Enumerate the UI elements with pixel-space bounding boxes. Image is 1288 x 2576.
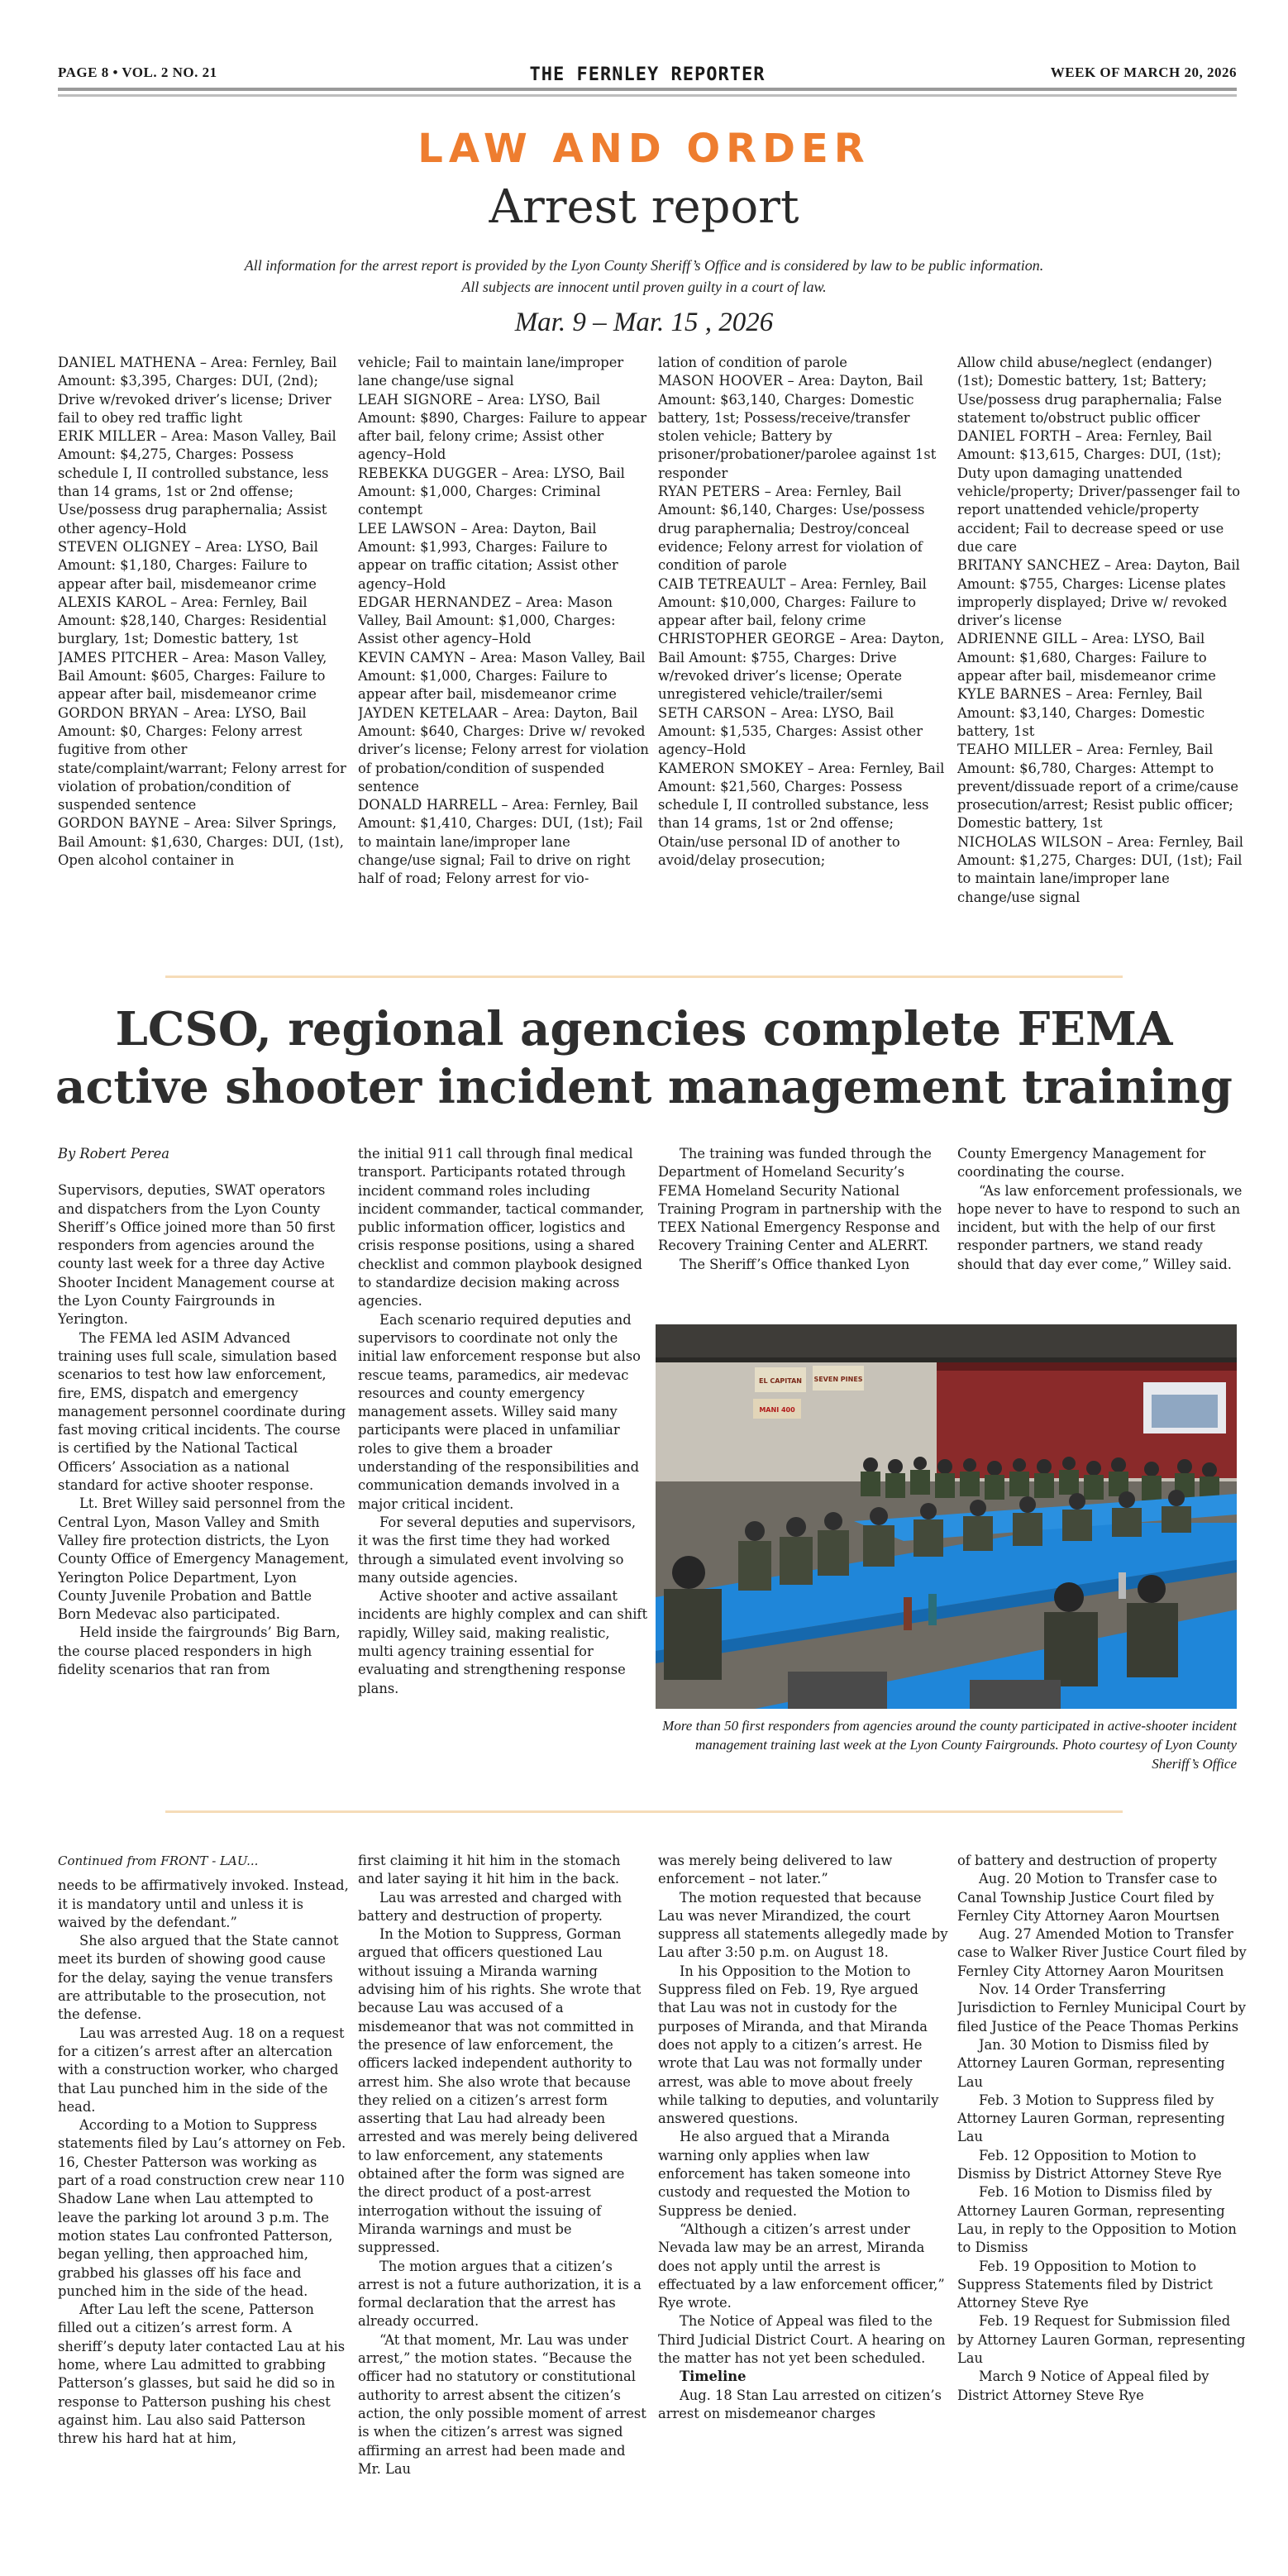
arrest-details: – Area: Fernley, Bail Amount: $1,275, Charges: DUI, (1st); Fail to maintain lane/improper lane change/use signal — [957, 833, 1243, 905]
byline: By Robert Perea — [58, 1146, 169, 1162]
timeline-entry: Nov. 14 Order Transferring Jurisdiction to Fernley Municipal Court by filed Justice of the Peace Thomas Perkins — [957, 1982, 1246, 2035]
arrest-entry — [58, 704, 349, 815]
sign-el-capitan: EL CAPITAN — [759, 1377, 802, 1385]
photo-caption: More than 50 first responders from agencies around the county participated in active-shooter incident management training last week at the Lyon County Fairgrounds. Photo courtesy of Lyon County Sheriff’s Office — [662, 1718, 1237, 1772]
story-paragraph: For several deputies and supervisors, it was the first time they had worked through a simulated event involving so many outside agencies. — [358, 1514, 637, 1586]
arrest-entry — [358, 465, 649, 520]
continued-column-4 — [957, 1852, 1248, 2563]
continued-column-1 — [58, 1852, 349, 2563]
arrest-entry — [58, 649, 349, 704]
story-column-4 — [957, 1145, 1248, 1319]
arrest-entry — [957, 354, 1248, 427]
arrest-details: – Area: Dayton, Bail Amount: $755, Charges: Drive w/revoked driver’s license; Operate unregistered vehicle/trailer/semi — [658, 631, 945, 703]
arrestee-name: JAYDEN KETELAAR — [358, 704, 499, 721]
arrest-details: – Area: Dayton, Bail Amount: $640, Charges: Drive w/ revoked driver’s license; Felony arrest for violation of probation/condition of suspended sentence — [358, 704, 649, 794]
arrest-column-4 — [957, 354, 1248, 941]
arrest-entry — [658, 575, 949, 631]
arrestee-name: RYAN PETERS — [658, 484, 761, 500]
timeline-entry: of battery and destruction of property — [957, 1853, 1217, 1868]
timeline-entry: Aug. 18 Stan Lau arrested on citizen’s arrest on misdemeanor charges — [658, 2387, 942, 2421]
story-paragraph: Held inside the fairgrounds’ Big Barn, the course placed responders in high fidelity scenarios that ran from — [58, 1624, 341, 1678]
story-paragraph: “As law enforcement professionals, we hope never to have to respond to such an incident, but with the help of our first responder partners, we stand ready should that day ever come,” Willey said. — [957, 1182, 1243, 1272]
arrestee-name: BRITANY SANCHEZ — [957, 557, 1100, 574]
section-divider — [165, 1810, 1123, 1813]
arrestee-name: KEVIN CAMYN — [358, 649, 465, 665]
arrest-entry — [58, 427, 349, 538]
arrestee-name: MASON HOOVER — [658, 373, 784, 389]
arrest-entry — [658, 630, 949, 704]
timeline-heading: Timeline — [680, 2368, 747, 2385]
masthead-title: THE FERNLEY REPORTER — [529, 64, 766, 85]
arrest-details: Allow child abuse/neglect (endanger) (1st); Domestic battery, 1st; Battery; Use/possess drug paraphernalia; False statement to/obstruct public officer — [957, 355, 1222, 426]
story-paragraph: Each scenario required deputies and supervisors to coordinate not only the initial law enforcement response but also rescue teams, paramedics, air medevac resources and county emergency management assets. Willey said many participants were placed in unfamiliar roles to give them a broader understanding of the responsibilities and communication demands involved in a major critical incident. — [358, 1311, 641, 1512]
sign-mani-400: MANI 400 — [759, 1406, 795, 1414]
arrest-entry — [658, 372, 949, 483]
arrest-entry — [957, 630, 1248, 685]
disclaimer-line-2: All subjects are innocent until proven guilty in a court of law. — [461, 279, 827, 295]
arrest-date-range: Mar. 9 – Mar. 15 , 2026 — [514, 308, 774, 337]
arrestee-name: ALEXIS KAROL — [58, 594, 166, 610]
arrest-details: – Area: Mason Valley, Bail Amount: $4,275, Charges: Possess schedule I, II controlled substance, less than 14 grams, 1st or 2nd offense; Use/possess drug paraphernalia; Assist other agency–Hold — [58, 428, 336, 537]
story-paragraph: Supervisors, deputies, SWAT operators and dispatchers from the Lyon County Sheriff’s Office joined more than 50 first responders from agencies around the county last week for a three day Active Shooter Incident Management course at the Lyon County Fairgrounds in Yerington. — [58, 1182, 336, 1328]
arrestee-name: CAIB TETREAULT — [658, 575, 786, 592]
arrest-entry — [58, 814, 349, 870]
arrest-entry — [957, 741, 1248, 832]
arrest-details: – Area: Dayton, Bail Amount: $755, Charges: License plates improperly displayed; Drive w/ revoked driver’s license — [957, 557, 1240, 629]
arrest-details: – Area: Fernley, Bail Amount: $3,140, Charges: Domestic battery, 1st — [957, 686, 1205, 739]
arrestee-name: CHRISTOPHER GEORGE — [658, 631, 836, 647]
arrest-details: – Area: LYSO, Bail Amount: $1,535, Charges: Assist other agency–Hold — [658, 704, 923, 758]
timeline-entry: Aug. 20 Motion to Transfer case to Canal Township Justice Court filed by Fernley City Attorney Aaron Mourtsen — [957, 1871, 1220, 1924]
story-paragraph: In the Motion to Suppress, Gorman argued that officers questioned Lau without issuing a Miranda warning advising him of his rights. She wrote that because Lau was accused of a misdemeanor that was not committed in the presence of law enforcement, the officers lacked independent authority to arrest him. She also wrote that because they relied on a citizen’s arrest form asserting that Lau had already been arrested and was merely being delivered to law enforcement, any statements obtained after the form was signed are the direct product of a post-arrest interrogation without the issuing of Miranda warnings and must be suppressed. — [358, 1926, 642, 2256]
story-paragraph: The Sheriff’s Office thanked Lyon — [680, 1256, 910, 1272]
story-paragraph: The Notice of Appeal was filed to the Third Judicial District Court. A hearing on the matter has not yet been scheduled. — [658, 2313, 946, 2367]
arrest-details: – Area: Fernley, Bail Amount: $6,140, Charges: Use/possess drug paraphernalia; Destroy/conceal evidence; Felony arrest for violation of condition of parole — [658, 484, 925, 574]
arrest-details: – Area: Fernley, Bail Amount: $13,615, Charges: DUI, (1st); Duty upon damaging unattended vehicle/property; Driver/passenger fail to report unattended vehicle/property accident; Fail to decrease speed or use due care — [957, 428, 1241, 555]
arrest-entry — [957, 556, 1248, 630]
arrest-details: – Area: LYSO, Bail Amount: $0, Charges: Felony arrest fugitive from other state/complaint/warrant; Felony arrest for violation of probation/condition of suspended sentence — [58, 704, 346, 813]
arrest-entry — [957, 833, 1248, 907]
arrest-column-3 — [658, 354, 949, 941]
arrestee-name: GORDON BAYNE — [58, 815, 179, 832]
arrestee-name: GORDON BRYAN — [58, 704, 179, 721]
arrestee-name: STEVEN OLIGNEY — [58, 538, 191, 555]
issue-date: WEEK OF MARCH 20, 2026 — [1050, 64, 1237, 80]
arrest-entry — [957, 685, 1248, 741]
arrestee-name: JAMES PITCHER — [58, 649, 178, 665]
arrest-entry — [358, 704, 649, 796]
header-rule-thin — [58, 94, 1237, 97]
continued-column-2 — [358, 1852, 649, 2563]
arrest-details: – Area: Silver Springs, Bail Amount: $1,630, Charges: DUI, (1st), Open alcohol container in — [58, 815, 344, 869]
timeline-entry: March 9 Notice of Appeal filed by District Attorney Steve Rye — [957, 2368, 1209, 2403]
header-rule-thick — [58, 88, 1237, 91]
arrestee-name: NICHOLAS WILSON — [957, 833, 1103, 850]
story-paragraph: The motion requested that because Lau was never Mirandized, the court suppress all statements allegedly made by Lau after 3:50 p.m. on August 18. — [658, 1889, 948, 1961]
arrestee-name: REBEKKA DUGGER — [358, 465, 498, 481]
arrest-details: – Area: Fernley, Bail Amount: $6,780, Charges: Attempt to prevent/dissuade report of a crime/cause prosecution/arrest; Resist public officer; Domestic battery, 1st — [957, 742, 1238, 832]
page-header — [58, 64, 1237, 86]
arrest-entry — [358, 594, 649, 649]
timeline-entry: Feb. 12 Opposition to Motion to Dismiss by District Attorney Steve Rye — [957, 2147, 1222, 2182]
page-number-volume: PAGE 8 • VOL. 2 NO. 21 — [58, 64, 217, 80]
arrest-details: – Area: Fernley, Bail Amount: $21,560, Charges: Possess schedule I, II controlled substance, less than 14 grams, 1st or 2nd offense; Otain/use personal ID of another to avoid/delay prosecution; — [658, 760, 945, 869]
arrest-entry — [358, 391, 649, 465]
arrest-details: – Area: LYSO, Bail Amount: $1,680, Charges: Failure to appear after bail, misdemeanor crime — [957, 631, 1216, 685]
arrestee-name: DONALD HARRELL — [358, 797, 498, 813]
arrestee-name: EDGAR HERNANDEZ — [358, 594, 511, 610]
story-paragraph: Lau was arrested Aug. 18 on a request for a citizen’s arrest after an altercation with a construction worker, who charged that Lau punched him in the side of the head. — [58, 2025, 345, 2115]
story-paragraph: She also argued that the State cannot meet its burden of showing good cause for the delay, saying the venue transfers are attributable to the prosecution, not the defense. — [58, 1933, 339, 2023]
continued-label: Continued from FRONT - LAU... — [58, 1853, 259, 1868]
story-column-2 — [358, 1145, 649, 1777]
timeline-entry: Feb. 19 Opposition to Motion to Suppress Statements filed by District Attorney Steve Rye — [957, 2258, 1213, 2311]
arrest-entry — [957, 427, 1248, 556]
arrest-entry — [58, 594, 349, 649]
arrest-details: – Area: Mason Valley, Bail Amount: $1,000, Charges: Assist other agency–Hold — [358, 594, 616, 647]
arrest-entry — [358, 649, 649, 704]
disclaimer-line-1: All information for the arrest report is provided by the Lyon County Sheriff’s Office and is considered by law to be public information. — [244, 257, 1044, 274]
arrestee-name: ADRIENNE GILL — [957, 631, 1077, 647]
story-paragraph: Active shooter and active assailant incidents are highly complex and can shift rapidly, Willey said, making realistic, multi agency training essential for evaluating and strengthening response plans. — [358, 1588, 647, 1696]
arrestee-name: LEAH SIGNORE — [358, 391, 473, 408]
timeline-entry: Feb. 19 Request for Submission filed by Attorney Lauren Gorman, representing Lau — [957, 2313, 1246, 2367]
story-paragraph: Lt. Bret Willey said personnel from the Central Lyon, Mason Valley and Smith Valley fire protection districts, the Lyon County Office of Emergency Management, Yerington Police Department, Lyon County Juvenile Probation and Battle Born Medevac also participated. — [58, 1496, 349, 1623]
arrest-entry — [358, 354, 649, 391]
arrest-entry — [358, 520, 649, 594]
story-paragraph: needs to be affirmatively invoked. Instead, it is mandatory until and unless it is waived by the defendant.” — [58, 1877, 349, 1930]
arrest-column-2 — [358, 354, 649, 941]
story-paragraph: The FEMA led ASIM Advanced training uses full scale, simulation based scenarios to test how law enforcement, fire, EMS, dispatch and emergency management personnel coordinate during fast moving critical incidents. The course is certified by the National Tactical Officers’ Association as a national standard for active shooter response. — [58, 1329, 346, 1494]
arrestee-name: DANIEL FORTH — [957, 428, 1071, 445]
section-divider — [165, 976, 1123, 978]
arrest-details: – Area: Mason Valley, Bail Amount: $605, Charges: Failure to appear after bail, misdemeanor crime — [58, 649, 327, 703]
arrest-column-1 — [58, 354, 349, 941]
arrest-details: lation of condition of parole — [658, 355, 847, 370]
arrest-entry — [658, 483, 949, 575]
story-paragraph: “At that moment, Mr. Lau was under arrest,” the motion states. “Because the officer had no statutory or constitutional authority to arrest absent the citizen’s action, the only possible moment of arrest is when the citizen’s arrest was signed affirming an arrest had been made and Mr. Lau — [358, 2331, 646, 2477]
story-paragraph: He also argued that a Miranda warning only applies when law enforcement has taken someone into custody and requested the Motion to Suppress be denied. — [658, 2129, 911, 2219]
arrestee-name: KYLE BARNES — [957, 686, 1061, 703]
story-column-1 — [58, 1145, 349, 1777]
story-paragraph: The training was funded through the Department of Homeland Security’s FEMA Homeland Security National Training Program in partnership with the TEEX National Emergency Response and Recovery Training Center and ALERRT. — [658, 1146, 942, 1254]
timeline-entry: Jan. 30 Motion to Dismiss filed by Attorney Lauren Gorman, representing Lau — [957, 2036, 1225, 2090]
arrest-entry — [358, 796, 649, 888]
story-paragraph: first claiming it hit him in the stomach and later saying it hit him in the back. — [358, 1853, 621, 1887]
sign-seven-pines: SEVEN PINES — [813, 1376, 863, 1383]
arrest-details: vehicle; Fail to maintain lane/improper lane change/use signal — [358, 355, 624, 389]
story-headline: LCSO, regional agencies complete FEMA active shooter incident management training — [55, 1002, 1233, 1114]
arrest-details: – Area: LYSO, Bail Amount: $1,180, Charges: Failure to appear after bail, misdemeanor crime — [58, 538, 318, 592]
arrestee-name: LEE LAWSON — [358, 520, 457, 537]
arrest-details: – Area: Dayton, Bail Amount: $63,140, Charges: Domestic battery, 1st; Possess/receive/transfer stolen vehicle; Battery by prisoner/probationer/parolee against 1st responder — [658, 373, 937, 481]
arrestee-name: ERIK MILLER — [58, 428, 156, 445]
arrest-entry — [658, 354, 949, 372]
arrest-entry — [58, 538, 349, 594]
section-title: Arrest report — [489, 180, 799, 234]
arrestee-name: KAMERON SMOKEY — [658, 760, 804, 776]
story-paragraph: was merely being delivered to law enforcement – not later.” — [658, 1853, 893, 1887]
story-paragraph: In his Opposition to the Motion to Suppress filed on Feb. 19, Rye argued that Lau was not in custody for the purposes of Miranda, and that Miranda does not apply to a citizen’s arrest. He wrote that Lau was not formally under arrest, was able to move about freely while talking to deputies, and voluntarily answered questions. — [658, 1963, 939, 2127]
arrest-details: – Area: Mason Valley, Bail Amount: $1,000, Charges: Failure to appear after bail, misdemeanor crime — [358, 649, 646, 703]
arrest-details: – Area: Fernley, Bail Amount: $28,140, Charges: Residential burglary, 1st; Domestic battery, 1st — [58, 594, 327, 647]
arrest-details: – Area: LYSO, Bail Amount: $1,000, Charges: Criminal contempt — [358, 465, 625, 518]
story-paragraph: the initial 911 call through final medical transport. Participants rotated through incident command roles including incident commander, tactical commander, public information officer, logistics and crisis response positions, using a shared checklist and common playbook designed to standardize decision making across agencies. — [358, 1146, 645, 1309]
story-paragraph: The motion argues that a citizen’s arrest is not a future authorization, it is a formal declaration that the arrest has already occurred. — [358, 2258, 642, 2330]
timeline-entry: Feb. 16 Motion to Dismiss filed by Attorney Lauren Gorman, representing Lau, in reply to the Opposition to Motion to Dismiss — [957, 2184, 1237, 2256]
story-paragraph: Lau was arrested and charged with battery and destruction of property. — [358, 1889, 623, 1924]
arrestee-name: TEAHO MILLER — [957, 742, 1072, 758]
arrest-entry — [58, 354, 349, 427]
story-paragraph: According to a Motion to Suppress statements filed by Lau’s attorney on Feb. 16, Chester Patterson was working as part of a road construction crew near 110 Shadow Lane when Lau attempted to leave the parking lot around 3 p.m. The motion states Lau confronted Patterson, began yelling, then approached him, grabbed his glasses off his face and punched him in the side of the head. — [58, 2117, 346, 2299]
section-label: LAW AND ORDER — [417, 126, 871, 172]
training-photo — [656, 1324, 1237, 1709]
arrest-disclaimer — [83, 255, 1205, 298]
arrestee-name: SETH CARSON — [658, 704, 766, 721]
arrest-details: – Area: Fernley, Bail Amount: $10,000, Charges: Failure to appear after bail, felony crime — [658, 575, 927, 629]
story-paragraph: County Emergency Management for coordinating the course. — [957, 1146, 1206, 1181]
story-column-3 — [658, 1145, 949, 1319]
arrest-entry — [658, 704, 949, 760]
arrestee-name: DANIEL MATHENA — [58, 355, 196, 370]
arrest-details: – Area: Fernley, Bail Amount: $3,395, Charges: DUI, (2nd); Drive w/revoked driver’s license; Driver fail to obey red traffic light — [58, 355, 337, 426]
story-paragraph: “Although a citizen’s arrest under Nevada law may be an arrest, Miranda does not apply until the arrest is effectuated by a law enforcement officer,” Rye wrote. — [658, 2221, 945, 2311]
timeline-entry: Aug. 27 Amended Motion to Transfer case to Walker River Justice Court filed by Fernley City Attorney Aaron Mouritsen — [957, 1926, 1247, 1979]
continued-column-3 — [658, 1852, 949, 2563]
arrest-details: – Area: Fernley, Bail Amount: $1,410, Charges: DUI, (1st); Fail to maintain lane/improper lane change/use signal; Fail to drive on right half of road; Felony arrest for vio- — [358, 797, 643, 887]
timeline-entry: Feb. 3 Motion to Suppress filed by Attorney Lauren Gorman, representing Lau — [957, 2092, 1225, 2145]
arrest-details: – Area: Dayton, Bail Amount: $1,993, Charges: Failure to appear on traffic citation; Assist other agency–Hold — [358, 520, 618, 592]
story-paragraph: After Lau left the scene, Patterson filled out a citizen’s arrest form. A sheriff’s deputy later contacted Lau at his home, where Lau admitted to grabbing Patterson’s glasses, but said he did so in response to Patterson pushing his chest against him. Lau also said Patterson threw his hard hat at him, — [58, 2302, 346, 2447]
arrest-entry — [658, 760, 949, 871]
arrest-details: – Area: LYSO, Bail Amount: $890, Charges: Failure to appear after bail, felony crime; Assist other agency–Hold — [358, 391, 647, 463]
